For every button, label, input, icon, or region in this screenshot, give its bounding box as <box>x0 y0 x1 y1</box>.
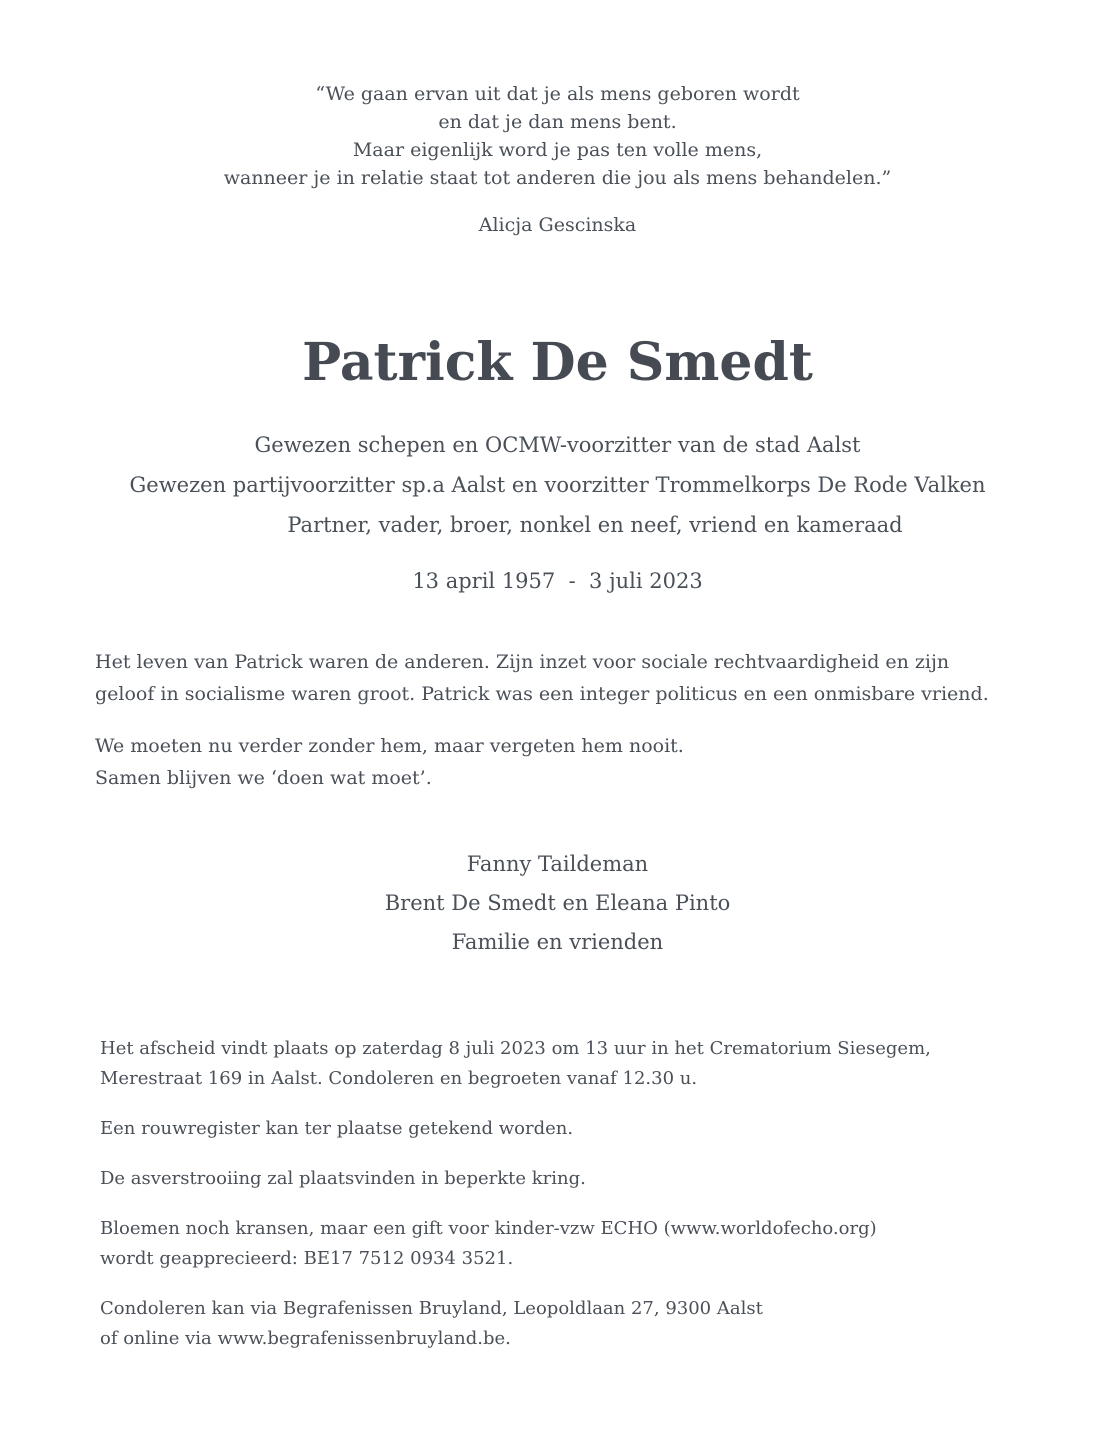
family-line: Familie en vrienden <box>451 930 664 954</box>
condolences-paragraph <box>100 1294 1020 1354</box>
register-paragraph <box>100 1114 1020 1144</box>
quote-line: wanneer je in relatie staat tot anderen die jou als mens behandelen.” <box>223 167 892 189</box>
tribute-line: Het leven van Patrick waren de anderen. Zijn inzet voor sociale rechtvaardigheid en zijn <box>95 651 950 673</box>
info-line: Een rouwregister kan ter plaatse getekend worden. <box>100 1118 574 1139</box>
family-line: Fanny Taildeman <box>466 852 649 876</box>
tribute-paragraph <box>95 646 1025 710</box>
info-line: Bloemen noch kransen, maar een gift voor kinder-vzw ECHO (www.worldofecho.org) <box>100 1218 877 1239</box>
opening-quote <box>0 80 1115 192</box>
tribute-line: We moeten nu verder zonder hem, maar vergeten hem nooit. <box>95 735 684 757</box>
info-line: De asverstrooiing zal plaatsvinden in beperkte kring. <box>100 1168 586 1189</box>
family-names <box>0 845 1115 962</box>
ceremony-info <box>100 1034 1020 1374</box>
farewell-paragraph <box>100 1034 1020 1094</box>
info-line: of online via www.begrafenissenbruyland.be. <box>100 1328 511 1349</box>
family-line: Brent De Smedt en Eleana Pinto <box>384 891 731 915</box>
scattering-paragraph <box>100 1164 1020 1194</box>
info-line: wordt geapprecieerd: BE17 7512 0934 3521. <box>100 1248 514 1269</box>
role-line: Partner, vader, broer, nonkel en neef, vriend en kameraad <box>287 513 903 537</box>
info-line: Merestraat 169 in Aalst. Condoleren en begroeten vanaf 12.30 u. <box>100 1068 698 1089</box>
tribute-line: geloof in socialisme waren groot. Patrick was een integer politicus en een onmisbare vriend. <box>95 683 989 705</box>
tribute-paragraph <box>95 730 1025 794</box>
quote-line: en dat je dan mens bent. <box>438 111 677 133</box>
quote-author: Alicja Gescinska <box>478 214 637 236</box>
info-line: Het afscheid vindt plaats op zaterdag 8 juli 2023 om 13 uur in het Crematorium Siesegem, <box>100 1038 931 1059</box>
role-line: Gewezen schepen en OCMW-voorzitter van de stad Aalst <box>254 433 861 457</box>
quote-line: Maar eigenlijk word je pas ten volle mens, <box>352 139 763 161</box>
deceased-name: Patrick De Smedt <box>302 332 813 393</box>
deceased-roles <box>0 425 1115 545</box>
tribute-line: Samen blijven we ‘doen wat moet’. <box>95 767 432 789</box>
quote-line: “We gaan ervan uit dat je als mens geboren wordt <box>315 83 800 105</box>
life-dates: 13 april 1957 - 3 juli 2023 <box>412 569 703 593</box>
role-line: Gewezen partijvoorzitter sp.a Aalst en voorzitter Trommelkorps De Rode Valken <box>129 473 986 497</box>
info-line: Condoleren kan via Begrafenissen Bruyland, Leopoldlaan 27, 9300 Aalst <box>100 1298 763 1319</box>
flowers-paragraph <box>100 1214 1020 1274</box>
tribute-text <box>95 646 1025 814</box>
